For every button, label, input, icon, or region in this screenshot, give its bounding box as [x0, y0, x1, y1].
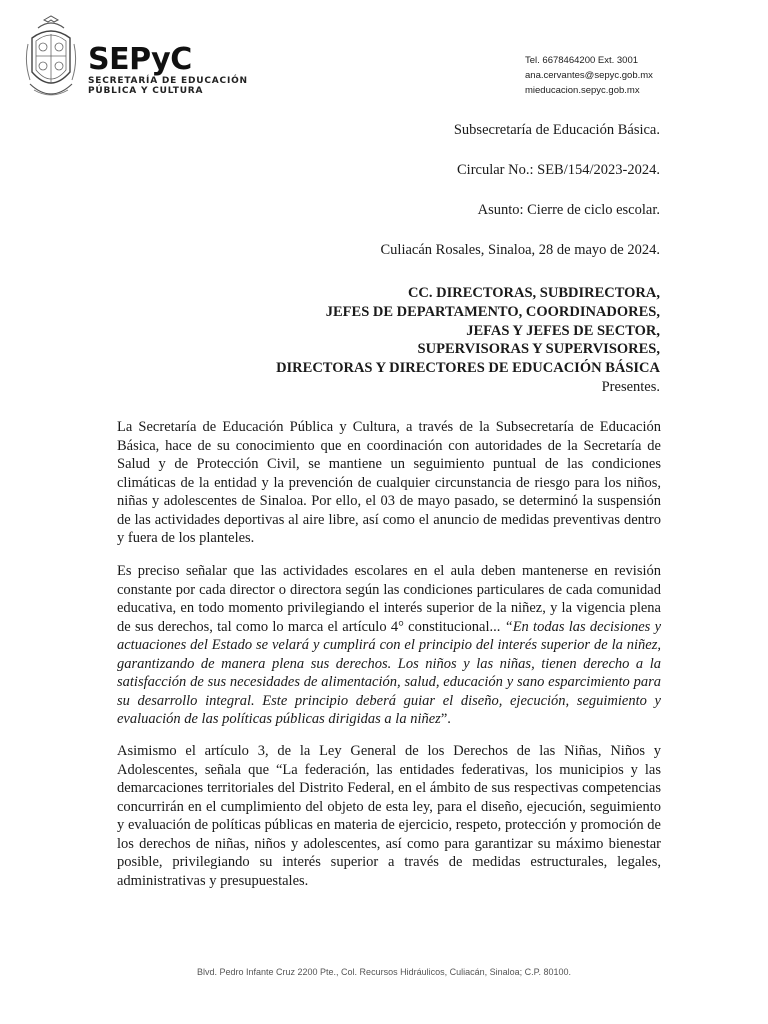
- contact-block: [525, 53, 653, 98]
- brand-name: SEPyC: [88, 42, 192, 77]
- office-line: Subsecretaría de Educación Básica.: [453, 122, 660, 138]
- constitutional-quote: “En todas las decisiones y actuaciones del Estado se velará y cumplirá con el principio del interés superior de la niñez, garantizando de manera plena sus derechos. Los niños y las niñas, tienen derecho a la satisfacción de sus necesidades de alimentación, salud, educación y sano esparcimiento para su desarrollo integral. Este principio deberá guiar el diseño, ejecución, seguimiento y evaluación de las políticas públicas dirigidas a la niñez: [117, 618, 662, 727]
- subject-line: Asunto: Cierre de ciclo escolar.: [477, 202, 660, 218]
- addressee-line: JEFES DE DEPARTAMENTO, COORDINADORES,: [325, 303, 660, 320]
- addressees-block: [276, 284, 660, 397]
- contact-email: ana.cervantes@sepyc.gob.mx: [525, 70, 653, 81]
- brand-line-1: SECRETARÍA DE EDUCACIÓN: [88, 76, 248, 86]
- circular-number: Circular No.: SEB/154/2023-2024.: [457, 162, 660, 178]
- contact-web: mieducacion.sepyc.gob.mx: [525, 85, 640, 96]
- body-paragraph-3: Asimismo el artículo 3, de la Ley General de los Derechos de las Niñas, Niños y Adolescentes, señala que “La federación, las entidades federativas, los municipios y las demarcaciones territoriales del Distrito Federal, en el ámbito de sus respectivas competencias concurrirán en el cumplimiento del objeto de esta ley, para el diseño, ejecución, seguimiento y evaluación de políticas públicas en materia de ejercicio, respeto, protección y promoción de los derechos de niñas, niños y adolescentes, así como para garantizar su máximo bienestar posible, privilegiando su interés superior a través de medidas estructurales, legales, administrativas y presupuestales.: [117, 743, 661, 889]
- brand-line-2: PÚBLICA Y CULTURA: [88, 86, 204, 96]
- heading-block: [381, 118, 660, 258]
- paragraph-2-text: Es preciso señalar que las actividades escolares en el aula deben mantenerse en revisión constante por cada director o directora según las condiciones particulares de cada comunidad educativa, en todo momento privilegiando el interés superior de la niñez, y la vigencia plena de sus derechos, tal como lo marca el artículo 4° constitucional...: [117, 563, 661, 635]
- place-date: Culiacán Rosales, Sinaloa, 28 de mayo de 2024.: [380, 242, 660, 258]
- quote-end: ”.: [440, 711, 451, 727]
- contact-phone: Tel. 6678464200 Ext. 3001: [525, 55, 639, 66]
- body-paragraph-2: [117, 562, 661, 729]
- addressee-closing: Presentes.: [601, 378, 660, 395]
- brand-block: [88, 44, 248, 96]
- addressee-line: CC. DIRECTORAS, SUBDIRECTORA,: [407, 285, 660, 301]
- addressee-line: SUPERVISORAS Y SUPERVISORES,: [417, 341, 660, 358]
- body-paragraph-1: La Secretaría de Educación Pública y Cultura, a través de la Subsecretaría de Educación Básica, hace de su conocimiento que en coordinación con autoridades de la Secretaría de Salud y de Protección Civil, se mantiene un seguimiento puntual de las condiciones climáticas de la entidad y la prevención de cualquier circunstancia de riesgo para los niños, niñas y adolescentes de Sinaloa. Por ello, el 03 de mayo pasado, se determinó la suspensión de las actividades deportivas al aire libre, así como el anuncio de medidas preventivas dentro y fuera de los planteles.: [117, 419, 661, 546]
- footer-address: Blvd. Pedro Infante Cruz 2200 Pte., Col. Recursos Hidráulicos, Culiacán, Sinaloa; C.P. 80100.: [196, 967, 572, 977]
- addressee-line: JEFAS Y JEFES DE SECTOR,: [466, 322, 660, 339]
- state-coat-of-arms-icon: [24, 14, 78, 106]
- addressee-line: DIRECTORAS Y DIRECTORES DE EDUCACIÓN BÁSICA: [276, 360, 660, 377]
